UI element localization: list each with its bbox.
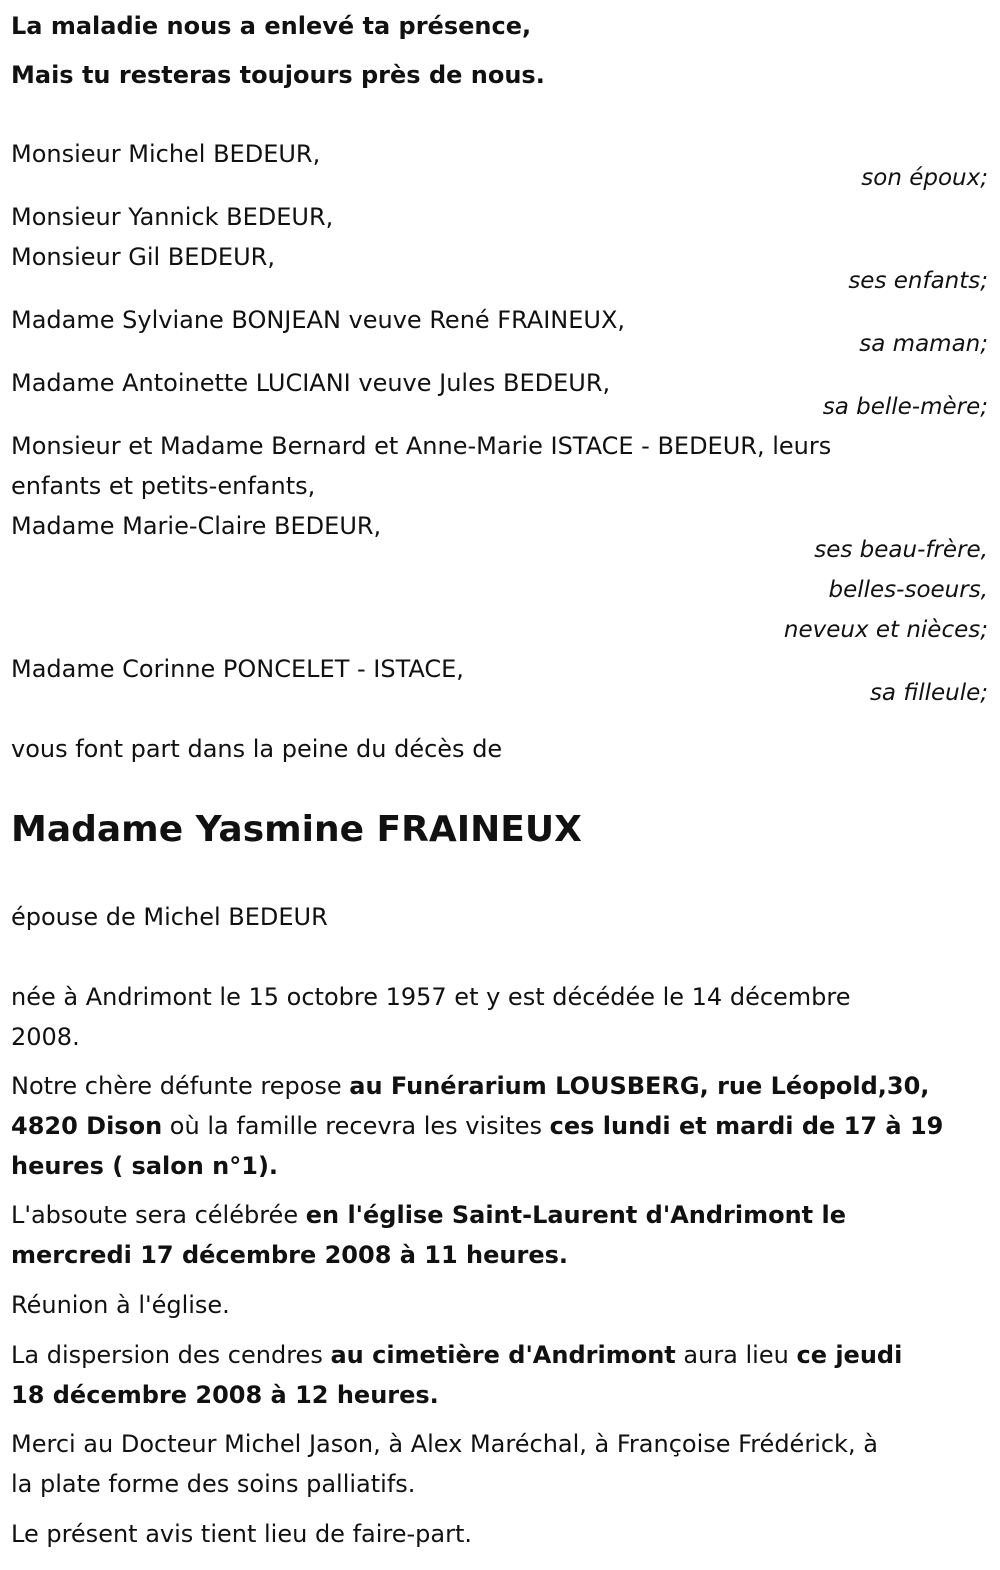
- reunion-line: Réunion à l'église.: [11, 1291, 230, 1319]
- announcement: vous font part dans la peine du décès de: [11, 735, 503, 763]
- birth-line-2: 2008.: [11, 1023, 80, 1051]
- family-relation: sa filleule;: [869, 680, 988, 706]
- repose-paragraph: Notre chère défunte repose au Funérarium LOUSBERG, rue Léopold,30, 4820 Dison où la famille recevra les visites ces lundi et mardi de 17 à 19 heures ( salon n°1).: [11, 1072, 944, 1180]
- intro-line-2: Mais tu resteras toujours près de nous.: [11, 61, 545, 89]
- family-name: Monsieur Michel BEDEUR,: [11, 140, 321, 168]
- family-name: Madame Antoinette LUCIANI veuve Jules BEDEUR,: [11, 369, 611, 397]
- family-relation: neveux et nièces;: [783, 617, 988, 643]
- family-name: Madame Marie-Claire BEDEUR,: [11, 512, 382, 540]
- birth-line-1: née à Andrimont le 15 octobre 1957 et y est décédée le 14 décembre: [11, 983, 851, 1011]
- closing-line: Le présent avis tient lieu de faire-part.: [11, 1520, 473, 1548]
- intro-line-1: La maladie nous a enlevé ta présence,: [11, 12, 532, 40]
- family-relation: son époux;: [861, 165, 988, 191]
- family-name: Monsieur Yannick BEDEUR,: [11, 203, 334, 231]
- thanks-line-2: la plate forme des soins palliatifs.: [11, 1470, 416, 1498]
- family-name: Madame Corinne PONCELET - ISTACE,: [11, 655, 464, 683]
- thanks-line-1: Merci au Docteur Michel Jason, à Alex Maréchal, à Françoise Frédérick, à: [11, 1430, 878, 1458]
- family-relation: ses beau-frère,: [814, 537, 988, 563]
- family-relation: sa maman;: [859, 331, 988, 357]
- deceased-name: Madame Yasmine FRAINEUX: [11, 809, 582, 850]
- family-relation: sa belle-mère;: [822, 394, 988, 420]
- dispersion-paragraph: La dispersion des cendres au cimetière d'Andrimont aura lieu ce jeudi 18 décembre 2008 à 12 heures.: [11, 1341, 903, 1409]
- family-relation: ses enfants;: [848, 268, 988, 294]
- family-name: Monsieur et Madame Bernard et Anne-Marie ISTACE - BEDEUR, leurs: [11, 432, 832, 460]
- spouse-line: épouse de Michel BEDEUR: [11, 903, 328, 931]
- absoute-paragraph: L'absoute sera célébrée en l'église Saint-Laurent d'Andrimont le mercredi 17 décembre 2008 à 11 heures.: [11, 1201, 847, 1269]
- family-name: Madame Sylviane BONJEAN veuve René FRAINEUX,: [11, 306, 626, 334]
- family-name: Monsieur Gil BEDEUR,: [11, 243, 275, 271]
- family-name-continued: enfants et petits-enfants,: [11, 472, 316, 500]
- family-relation: belles-soeurs,: [828, 577, 988, 603]
